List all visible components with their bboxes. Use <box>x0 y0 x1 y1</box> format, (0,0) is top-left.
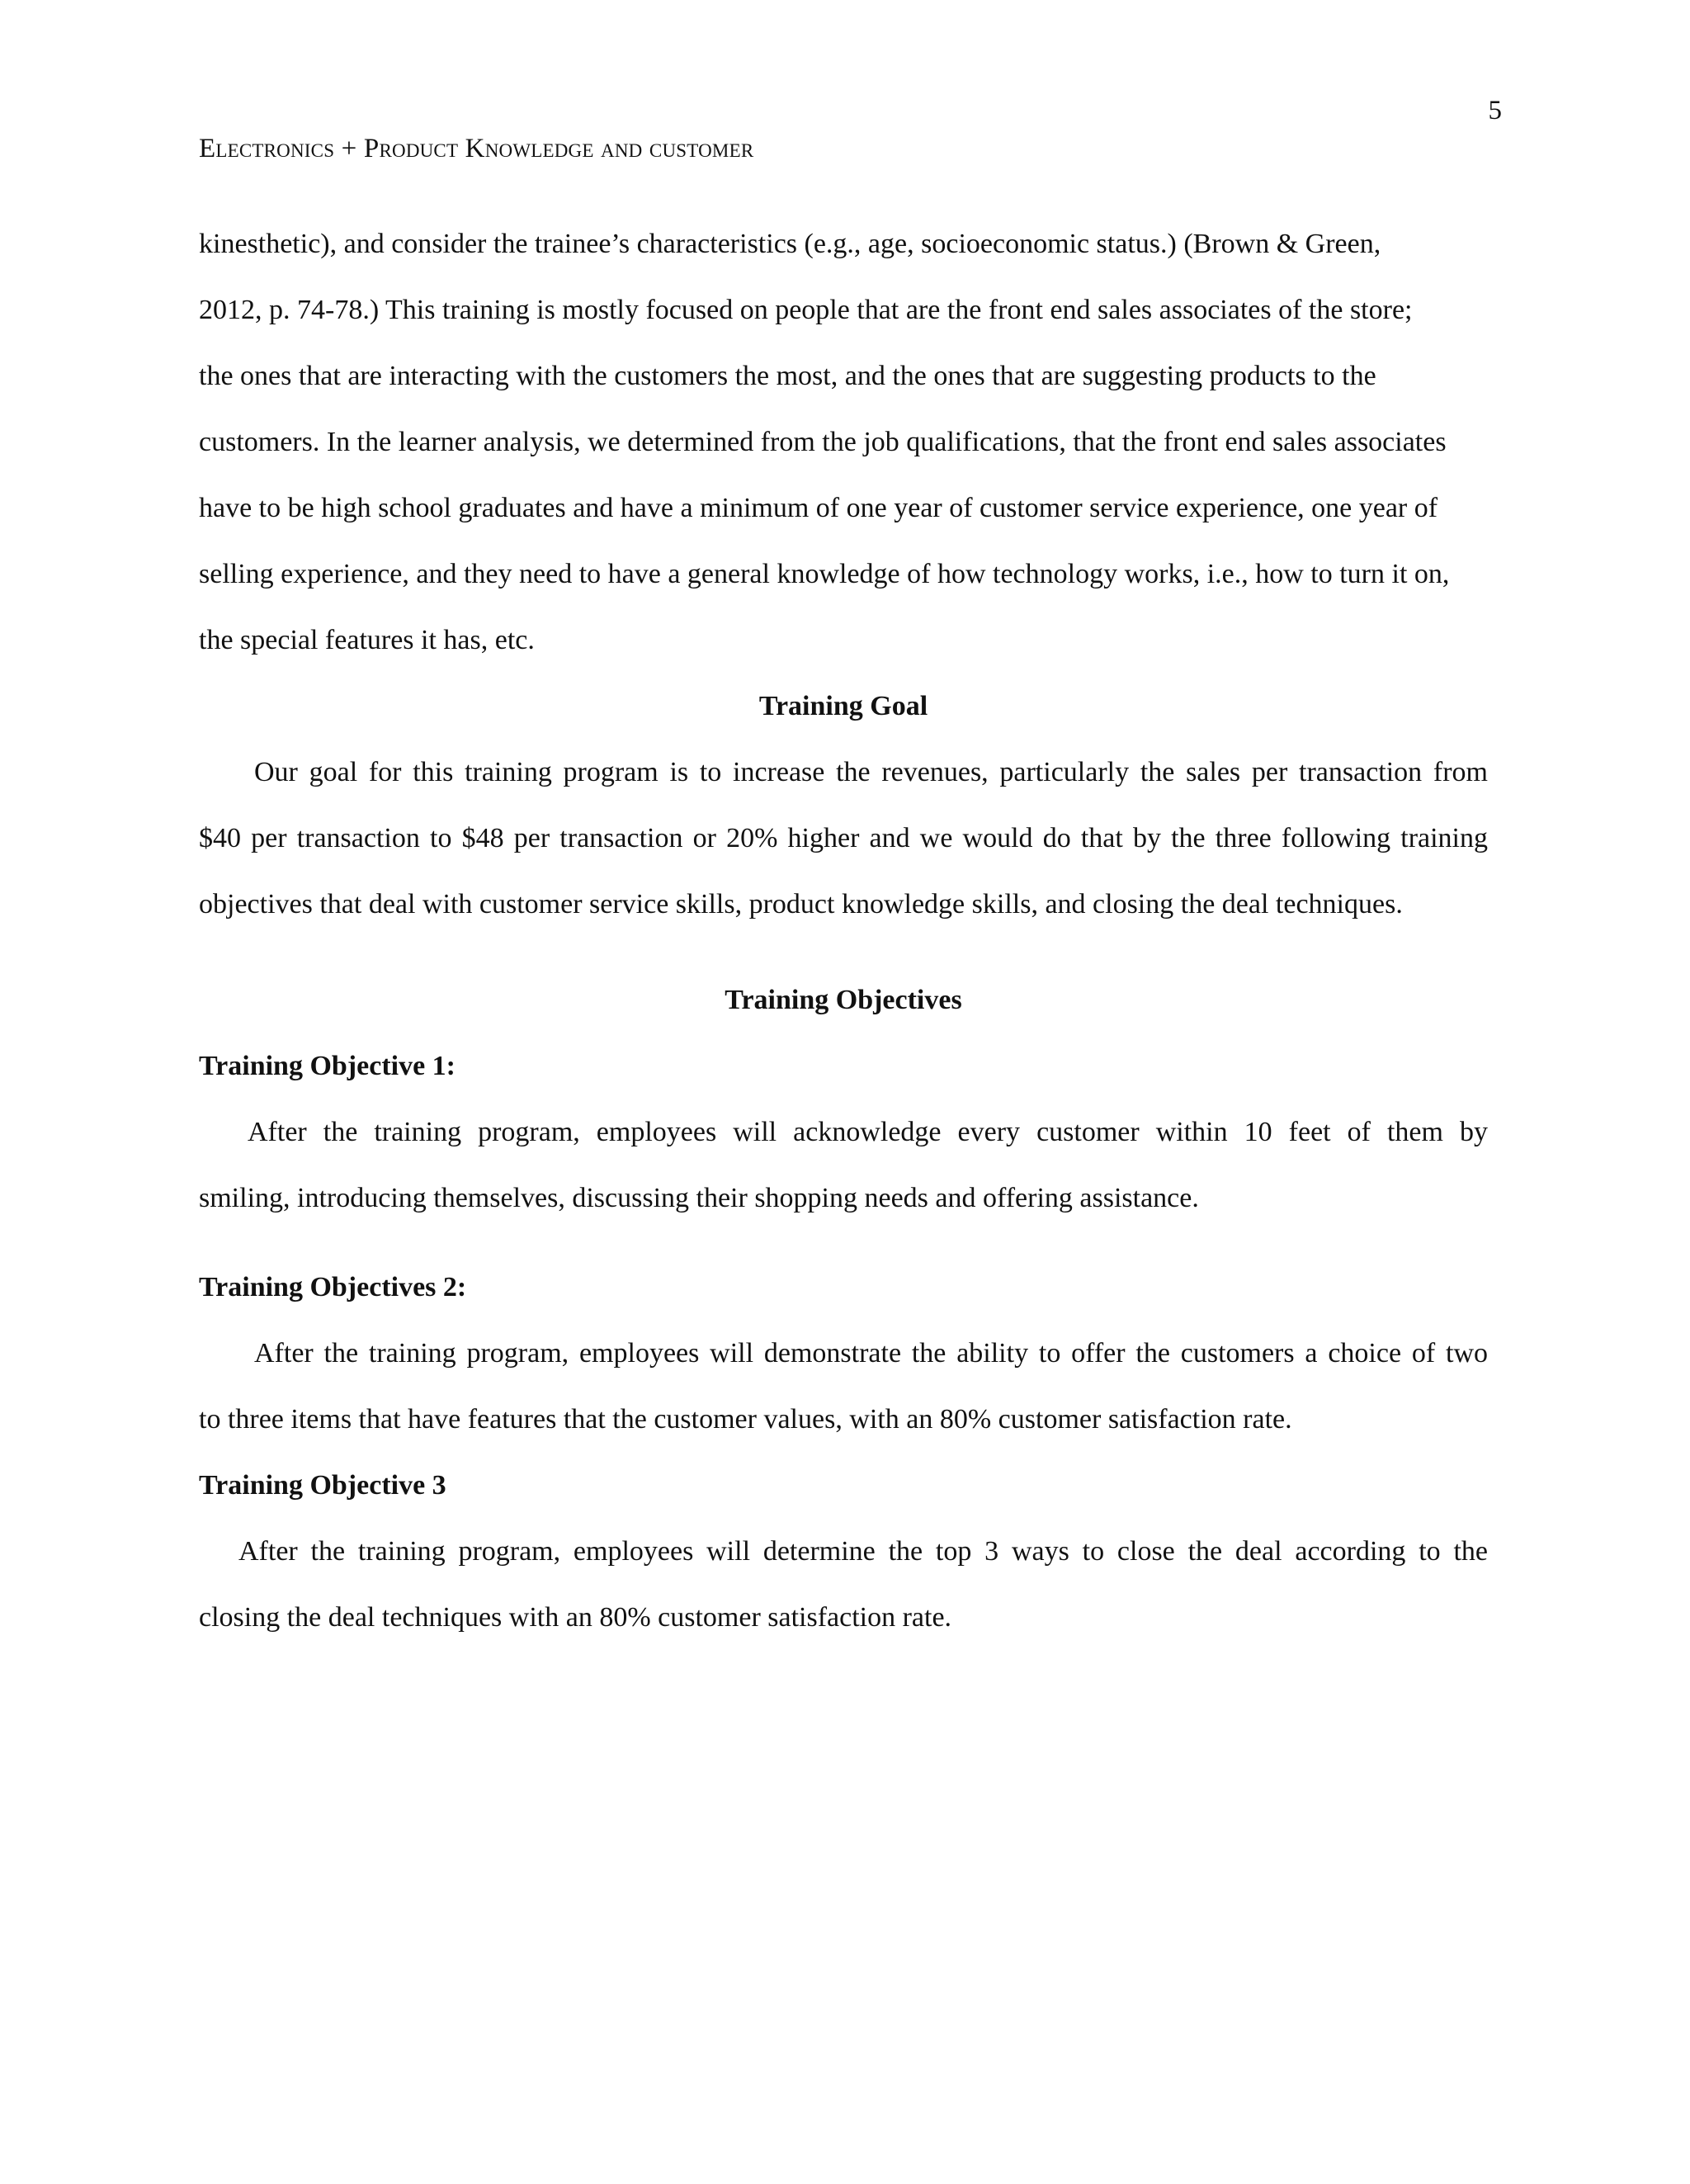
objective-3-line: closing the deal techniques with an 80% customer satisfaction rate. <box>199 1602 952 1633</box>
section-heading-training-objectives: Training Objectives <box>725 985 962 1015</box>
objective-3-title: Training Objective 3 <box>199 1470 446 1501</box>
objective-1-title: Training Objective 1: <box>199 1051 456 1081</box>
paragraph-line: customers. In the learner analysis, we determined from the job qualifications, that the front end sales associates <box>199 427 1447 457</box>
objective-3-line: After the training program, employees will determine the top 3 ways to close the deal according to the <box>238 1536 1488 1567</box>
objective-2-line: After the training program, employees will demonstrate the ability to offer the customers a choice of two <box>254 1338 1488 1369</box>
goal-paragraph-line: Our goal for this training program is to increase the revenues, particularly the sales per transaction from <box>254 757 1488 787</box>
objective-2-title: Training Objectives 2: <box>199 1272 467 1302</box>
running-head: Electronics + Product Knowledge and customer <box>199 134 754 163</box>
goal-paragraph-line: $40 per transaction to $48 per transaction or 20% higher and we would do that by the three following training <box>199 823 1488 853</box>
section-heading-training-goal: Training Goal <box>758 691 928 721</box>
objective-1-line: After the training program, employees will acknowledge every customer within 10 feet of them by <box>248 1117 1488 1147</box>
paragraph-line: the special features it has, etc. <box>199 625 535 655</box>
objective-2-line: to three items that have features that the customer values, with an 80% customer satisfaction rate. <box>199 1404 1292 1435</box>
paragraph-line: have to be high school graduates and have a minimum of one year of customer service experience, one year of <box>199 493 1438 523</box>
paragraph-line: 2012, p. 74-78.) This training is mostly focused on people that are the front end sales associates of the store; <box>199 295 1413 325</box>
paragraph-line: the ones that are interacting with the customers the most, and the ones that are suggesting products to the <box>199 361 1376 391</box>
objective-1-line: smiling, introducing themselves, discussing their shopping needs and offering assistance. <box>199 1183 1199 1213</box>
paragraph-line: kinesthetic), and consider the trainee’s characteristics (e.g., age, socioeconomic status.) (Brown & Green, <box>199 229 1381 259</box>
page-number: 5 <box>1488 96 1502 125</box>
paragraph-line: selling experience, and they need to have a general knowledge of how technology works, i.e., how to turn it on, <box>199 559 1450 589</box>
goal-paragraph-line: objectives that deal with customer service skills, product knowledge skills, and closing the deal techniques. <box>199 889 1403 919</box>
